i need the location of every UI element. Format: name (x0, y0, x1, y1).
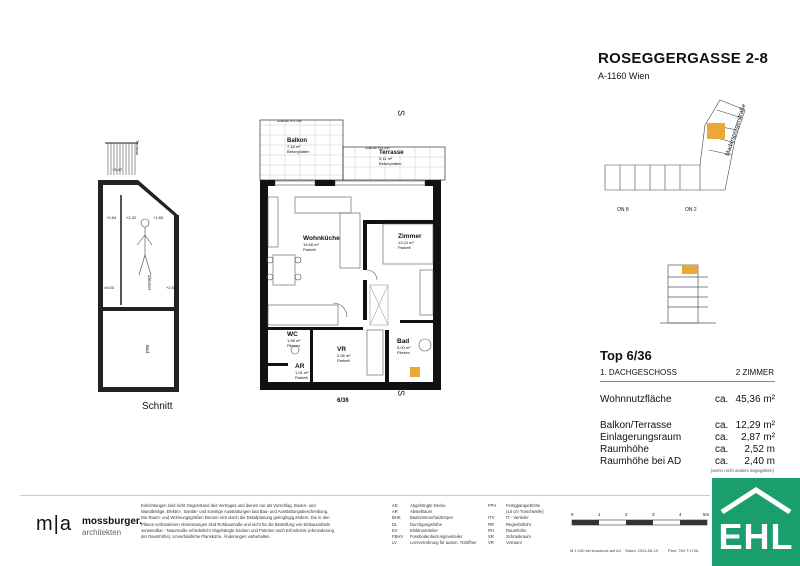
room-name: Terrasse (379, 150, 404, 156)
section-level-2: +2,84 (106, 215, 117, 220)
legend-text: Badezimmerheizkörper (410, 515, 454, 521)
room-label-bad (397, 338, 411, 355)
unit-rooms: 2 ZIMMER (735, 368, 774, 377)
scale-tick: 1 (598, 512, 601, 517)
legend-code: LV (392, 540, 397, 546)
section-level-6: ±0,00 (104, 285, 114, 290)
legend-text: IT - Verteiler (506, 515, 529, 521)
room-label-terrasse (379, 150, 404, 166)
room-label-zimmer (398, 233, 421, 250)
unit-divider (600, 381, 775, 382)
spec-ca: ca. (715, 394, 729, 405)
room-floor: Fliesen (287, 343, 300, 348)
room-name: VR (337, 346, 347, 353)
section-label-zimmer: Zimmer (147, 275, 152, 291)
section-level-1: +3,47 (112, 167, 123, 172)
legend-code: RR (488, 521, 495, 527)
site-plan (595, 95, 780, 220)
site-marker-on8: ON 8 (617, 207, 629, 213)
spec-label: Wohnnutzfläche (600, 394, 672, 405)
legend-left (392, 503, 487, 546)
disclaimer-line: Die Raum- und Wohnungsgrößen können sich durch die Detailplanung geringfügig ändern. Die in den (141, 515, 330, 521)
room-label-wohnkueche (303, 235, 340, 252)
highlight-box (410, 367, 420, 377)
legend-code: SR (488, 534, 494, 540)
section-level-3: +2,32 (126, 215, 137, 220)
legend-text: (±3 cm Türschwelle) (506, 509, 544, 515)
room-floor: Betonplatten (379, 161, 402, 166)
railing-note-terrasse: Geländer h=1,10m (365, 146, 390, 150)
building-section-icon (658, 255, 718, 325)
legend-text: Vorraum (506, 540, 522, 546)
firm-sub: architekten (82, 528, 122, 537)
floor-plan (255, 105, 455, 405)
scale-tick: 2 (625, 512, 628, 517)
ehl-logo (712, 478, 800, 566)
room-floor: Parkett (398, 245, 411, 250)
spec-label: Raumhöhe bei AD (600, 456, 682, 467)
spec-value: 12,29 m² (735, 420, 775, 431)
street-name: Maderspergerstraße (725, 103, 748, 157)
legend-code: AD (392, 503, 398, 508)
firm-name: mossburger. (82, 516, 143, 527)
spec-value: 45,36 m² (735, 394, 775, 405)
disclaimer-line: Einrichtungen sind nicht Gegenstand des Vertrages und dienen nur als Vorschlag. Boden- und (141, 503, 316, 508)
section-drawing (90, 135, 185, 395)
legend-code: FBHV (392, 534, 404, 540)
room-area: 19,68 m² (303, 242, 319, 247)
spec-value: 2,87 m² (741, 432, 775, 443)
room-area: 1,91 m² (295, 370, 309, 375)
scale-tick: 5m (703, 512, 710, 517)
footer-divider (20, 495, 710, 496)
spec-ca: ca. (715, 456, 729, 467)
section-label-terrasse: Terrasse (135, 140, 140, 156)
room-label-wc (287, 331, 301, 348)
room-name: Bad (397, 338, 410, 345)
legend-code: FPH (488, 503, 497, 508)
room-floor: Fliesen (397, 350, 410, 355)
legend-code: RH (488, 527, 495, 533)
spec-ca: ca. (715, 432, 729, 443)
spec-label: Einlagerungsraum (600, 432, 682, 443)
scale-note: M 1:100 bei Ausdruck auf A4 (570, 548, 621, 553)
spec-footnote: (wenn nicht anders angegeben) (710, 468, 774, 473)
plan-number: Plan: 769.T.170A (668, 548, 699, 553)
room-area: 5,11 m² (379, 156, 393, 161)
project-address: A-1160 Wien (598, 71, 650, 81)
ehl-brand-text: EHL (718, 516, 794, 557)
disclaimer-line: Wandbeläge, Elektro-, Sanitär- und sonstige Ausstattungen laut Bau- und Ausstattungsbeschreibung. (141, 509, 329, 515)
room-label-vr (337, 346, 351, 363)
legend-text: Schrankraum (506, 534, 531, 540)
disclaimer-line: verwendbar - Naturmaße erforderlich! Abgehängte Decken und Poterien nach Erfordernis (Abminderung (141, 527, 334, 533)
legend-text: Fussbodenheizungsverteiler (410, 534, 463, 540)
legend-code: EV (392, 527, 398, 533)
room-name: Zimmer (398, 233, 422, 240)
unit-floor: 1. DACHGESCHOSS (600, 368, 677, 377)
legend-code: DL (392, 521, 398, 527)
disclaimer-line: der Raumhöhe). Unverbindliche Planskizze, Änderungen vorbehalten. (141, 534, 271, 540)
site-plan-svg (595, 95, 780, 220)
disclaimer-line: Plänen vorhandenen Abmessungen sind Rohbaumaße und nicht für die Bestellung von Einbaumöbeln (141, 521, 331, 527)
north-mark-top: S (396, 109, 407, 117)
section-svg (90, 135, 185, 395)
site-marker-on2: ON 2 (685, 207, 697, 213)
unit-name: Top 6/36 (600, 348, 652, 363)
room-label-balkon (287, 138, 309, 154)
section-level-4: +1,83 (153, 215, 164, 220)
room-area: 1,98 m² (287, 338, 301, 343)
legend-code: BHK (392, 515, 401, 521)
legend-text: Elektroverteiler (410, 527, 438, 533)
spec-label: Raumhöhe (600, 444, 649, 455)
spec-value: 2,40 m (744, 456, 775, 467)
railing-note-balkon: Geländer h=1,10m (277, 119, 302, 123)
room-label-ar (295, 363, 309, 380)
legend-code: ITV (488, 515, 495, 521)
disclaimer (141, 503, 376, 540)
room-floor: Parkett (295, 375, 308, 380)
room-area: 5,00 m² (397, 345, 411, 350)
room-area: 2,06 m² (337, 353, 351, 358)
floor-plan-svg (255, 105, 455, 405)
spec-ca: ca. (715, 444, 729, 455)
spec-row (600, 394, 775, 408)
legend-text: Leerverrohrung für autom. Türöffner (410, 540, 477, 546)
logo-mark: m|a (36, 513, 72, 535)
legend-text: Raumhöhe (506, 527, 527, 533)
scale-bar-svg (570, 518, 710, 532)
scale-tick: 3 (652, 512, 655, 517)
legend-code: AR (392, 509, 398, 515)
legend-text: Fertigparapethöhe (506, 503, 541, 508)
room-name: Balkon (287, 138, 308, 144)
room-name: WC (287, 331, 298, 338)
legend-row (392, 540, 487, 546)
room-floor: Parkett (337, 358, 350, 363)
building-section-svg (658, 255, 718, 325)
room-floor: Parkett (303, 247, 316, 252)
room-name: Wohnküche (303, 235, 340, 242)
room-name: AR (295, 363, 305, 370)
spec-ca: ca. (715, 420, 729, 431)
room-floor: Betonplatten (287, 149, 310, 154)
scale-tick: 4 (679, 512, 682, 517)
section-label-bad: Bad (145, 345, 150, 354)
spec-value: 2,52 m (744, 444, 775, 455)
legend-code: VR (488, 540, 494, 546)
legend-text: Durchgangshöhe (410, 521, 442, 527)
scale-bar (570, 512, 710, 542)
legend-text: Abstellraum (410, 509, 433, 515)
legend-text: Abgehängte Decke (410, 503, 446, 508)
entry-tag: 6/36 (337, 398, 349, 404)
legend-row (488, 540, 558, 546)
section-caption: Schnitt (142, 401, 173, 412)
spec-label: Balkon/Terrasse (600, 420, 672, 431)
north-mark-bottom: S (396, 389, 407, 397)
section-level-5: +2,52 (166, 285, 177, 290)
project-title: ROSEGGERGASSE 2-8 (598, 50, 769, 67)
scale-tick: 0 (571, 512, 574, 517)
room-area: 7,18 m² (287, 144, 301, 149)
room-area: 13,24 m² (398, 240, 414, 245)
legend-right (488, 503, 558, 546)
legend-text: Regenfallrohr (506, 521, 532, 527)
date-note: Stand: 2024-06-19 (625, 548, 659, 553)
